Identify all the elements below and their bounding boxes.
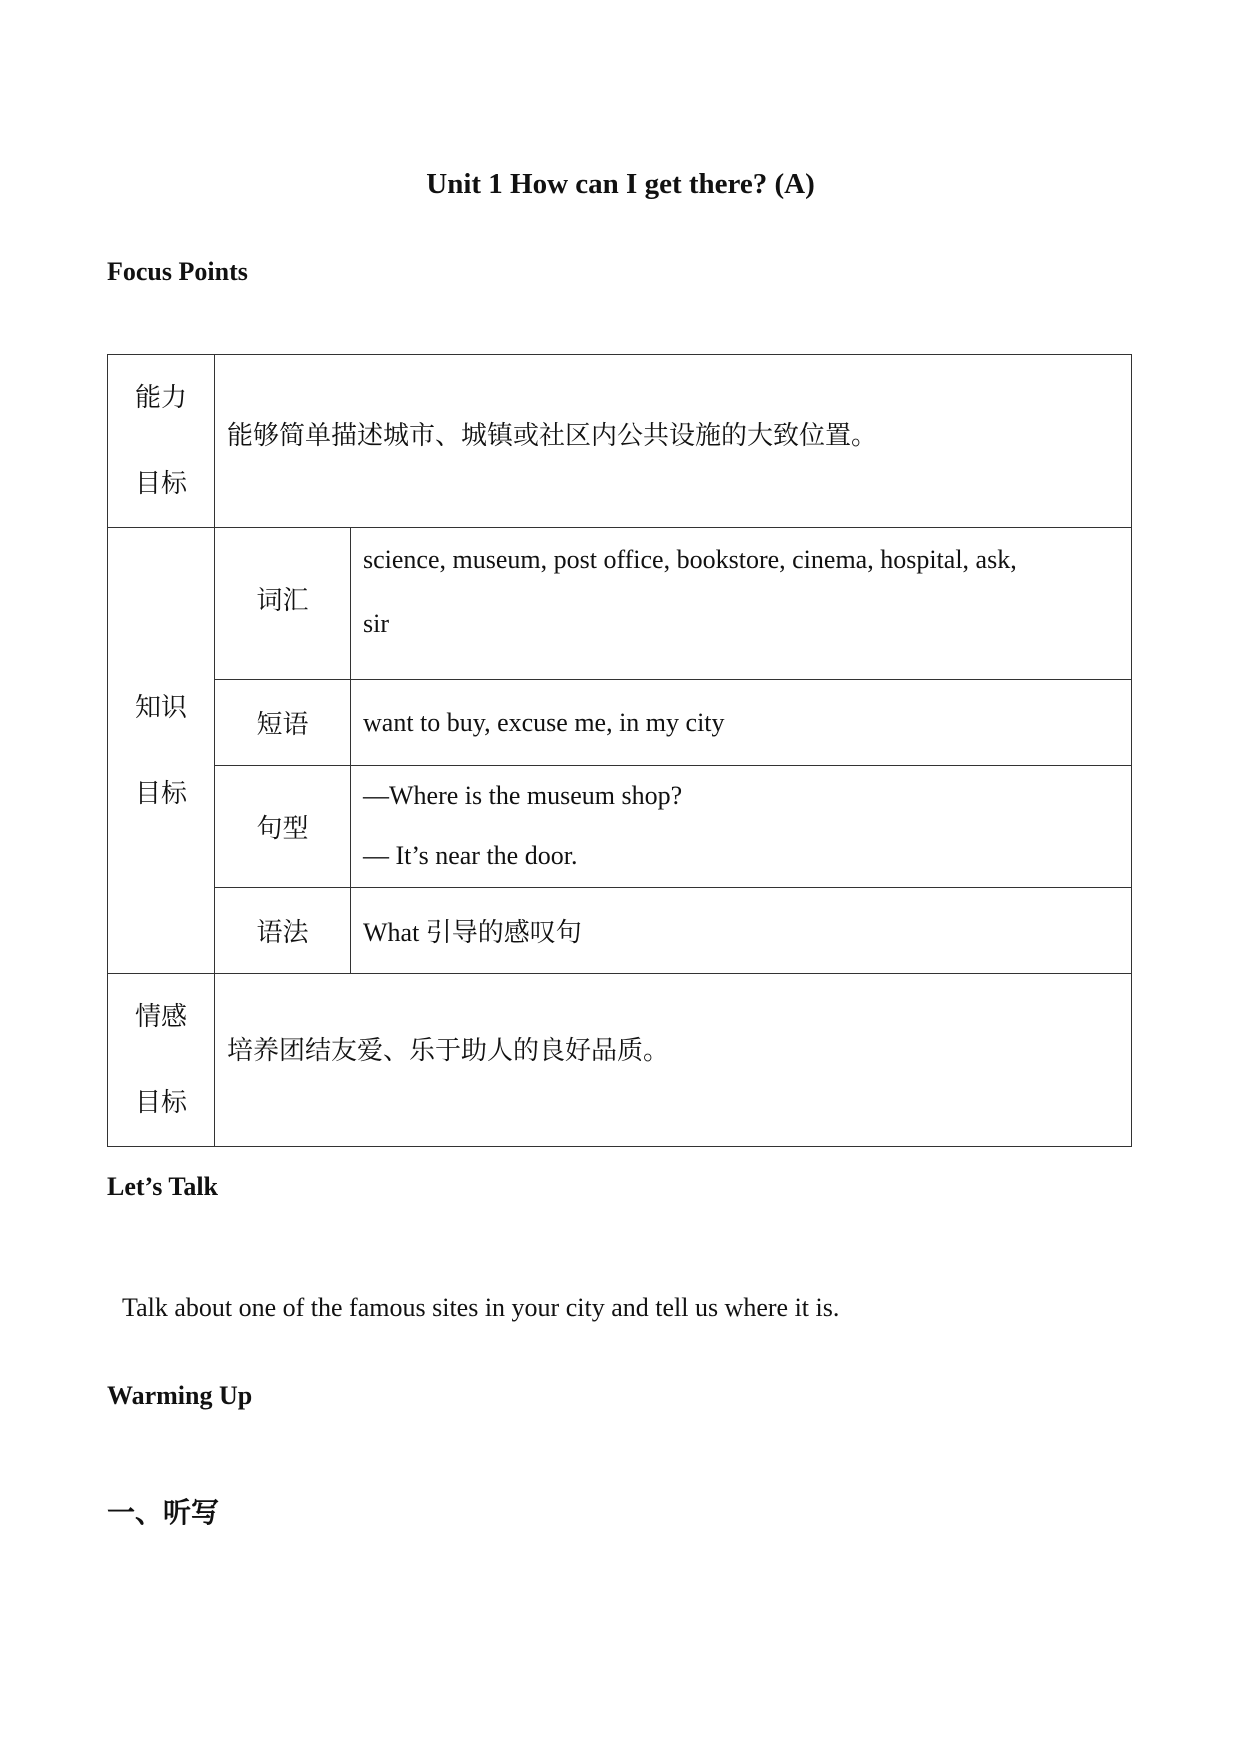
grammar-content: What 引导的感叹句 — [351, 888, 1132, 974]
talk-prompt: Talk about one of the famous sites in your city and tell us where it is. — [122, 1293, 840, 1322]
warming-up-heading: Warming Up — [107, 1381, 253, 1410]
focus-points-heading: Focus Points — [107, 257, 248, 286]
focus-points-table — [107, 354, 1132, 1147]
emotion-content: 培养团结友爱、乐于助人的良好品质。 — [215, 974, 1132, 1147]
phrases-content: want to buy, excuse me, in my city — [351, 680, 1132, 766]
emotion-row — [108, 974, 1132, 1147]
grammar-label: 语法 — [215, 888, 351, 974]
page-title: Unit 1 How can I get there? (A) — [426, 168, 815, 200]
ability-label: 能力 目标 — [108, 355, 215, 528]
patterns-row — [108, 766, 1132, 888]
knowledge-label: 知识 目标 — [108, 528, 215, 974]
vocabulary-label: 词汇 — [215, 528, 351, 680]
patterns-content: —Where is the museum shop? — It’s near the door. — [351, 766, 1132, 888]
ability-row — [108, 355, 1132, 528]
emotion-label: 情感 目标 — [108, 974, 215, 1147]
lets-talk-heading: Let’s Talk — [107, 1172, 219, 1201]
phrases-label: 短语 — [215, 680, 351, 766]
ability-content: 能够简单描述城市、城镇或社区内公共设施的大致位置。 — [215, 355, 1132, 528]
dictation-heading: 一、听写 — [107, 1498, 220, 1529]
vocabulary-row — [108, 528, 1132, 680]
phrases-row — [108, 680, 1132, 766]
patterns-label: 句型 — [215, 766, 351, 888]
vocabulary-content: science, museum, post office, bookstore, cinema, hospital, ask, sir — [351, 528, 1132, 680]
grammar-row — [108, 888, 1132, 974]
